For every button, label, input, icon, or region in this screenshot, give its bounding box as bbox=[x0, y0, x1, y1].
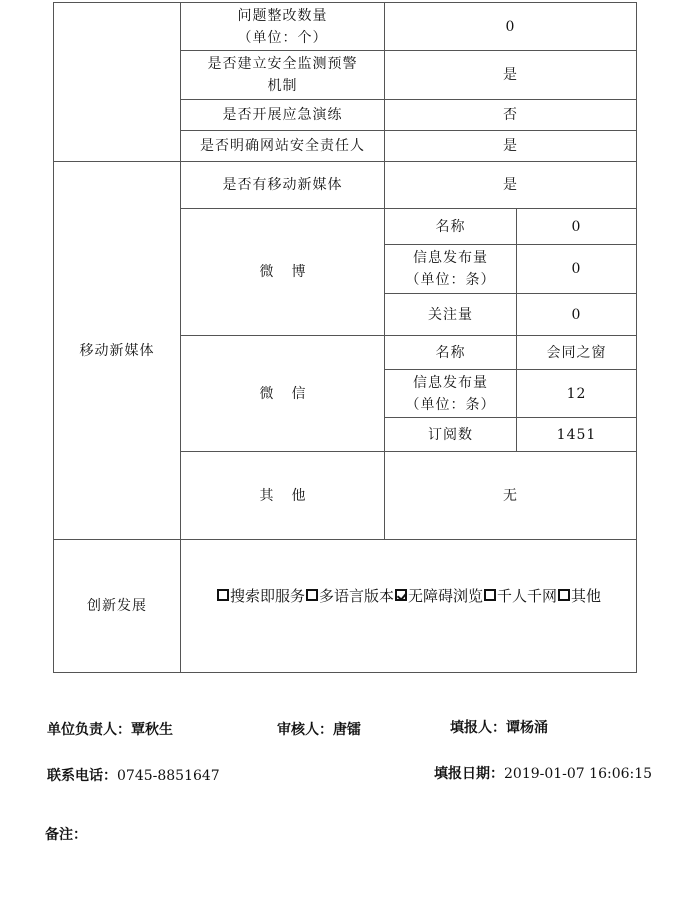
innovation-label: 创新发展 bbox=[87, 598, 147, 614]
monitor-label-cell bbox=[181, 51, 384, 99]
weixin-cell bbox=[181, 336, 384, 451]
checkbox-unchecked-icon[interactable] bbox=[484, 589, 496, 601]
rectify-count-unit: （单位：个） bbox=[237, 29, 328, 46]
reviewer-label: 审核人： bbox=[277, 722, 333, 738]
weibo-posts-value-cell bbox=[517, 245, 636, 293]
table-border-bottom bbox=[53, 672, 637, 673]
drill-label: 是否开展应急演练 bbox=[222, 107, 343, 123]
remark bbox=[45, 824, 87, 844]
weibo-follow-value: 0 bbox=[571, 306, 582, 323]
weixin-name-label: 名称 bbox=[435, 344, 466, 361]
mobile-section-label: 移动新媒体 bbox=[79, 342, 155, 359]
unit-head bbox=[47, 719, 173, 739]
has-mobile-value: 是 bbox=[503, 177, 518, 193]
report-table bbox=[53, 2, 637, 673]
has-mobile-value-cell bbox=[385, 162, 636, 208]
monitor-value: 是 bbox=[503, 67, 518, 83]
drill-label-cell bbox=[181, 100, 384, 130]
responsible-value-cell bbox=[385, 131, 636, 161]
has-mobile-label-cell bbox=[181, 162, 384, 208]
filler bbox=[450, 717, 548, 737]
weixin-label: 微信 bbox=[259, 385, 324, 402]
checkbox-unchecked-icon[interactable] bbox=[558, 589, 570, 601]
responsible-label: 是否明确网站安全责任人 bbox=[200, 138, 365, 154]
weibo-follow-label: 关注量 bbox=[428, 306, 473, 323]
innovation-option-label: 其他 bbox=[571, 587, 602, 605]
weixin-sub-label-cell bbox=[385, 418, 516, 451]
weibo-cell bbox=[181, 209, 384, 335]
weixin-posts-label-cell bbox=[385, 370, 516, 417]
filler-label: 填报人： bbox=[450, 720, 506, 736]
has-mobile-label: 是否有移动新媒体 bbox=[222, 177, 343, 193]
monitor-label-line2: 机制 bbox=[267, 78, 298, 94]
drill-value-cell bbox=[385, 100, 636, 130]
innovation-option-label: 千人千网 bbox=[497, 587, 558, 605]
rectify-count-label-cell bbox=[181, 3, 384, 50]
weibo-follow-label-cell bbox=[385, 294, 516, 335]
weibo-label: 微博 bbox=[259, 264, 324, 280]
weibo-posts-label-cell bbox=[385, 245, 516, 293]
checkbox-unchecked-icon[interactable] bbox=[306, 589, 318, 601]
weixin-name-label-cell bbox=[385, 336, 516, 369]
checkbox-checked-icon[interactable] bbox=[395, 589, 407, 601]
weibo-posts-value: 0 bbox=[571, 261, 582, 277]
remark-label: 备注： bbox=[45, 827, 87, 843]
other-cell bbox=[181, 452, 384, 539]
unit-head-value: 覃秋生 bbox=[131, 722, 173, 738]
weixin-posts-value: 12 bbox=[566, 385, 587, 402]
date-value: 2019-01-07 16:06:15 bbox=[504, 766, 653, 782]
unit-head-label: 单位负责人： bbox=[47, 722, 131, 738]
table-border-right bbox=[636, 2, 637, 673]
weixin-name-value: 会同之窗 bbox=[546, 344, 607, 361]
other-value: 无 bbox=[503, 487, 518, 504]
weixin-sub-value-cell bbox=[517, 418, 636, 451]
weixin-name-value-cell bbox=[517, 336, 636, 369]
weixin-posts-label: 信息发布量 bbox=[413, 374, 488, 391]
weibo-name-value: 0 bbox=[571, 218, 582, 235]
innovation-options bbox=[216, 585, 601, 607]
innovation-option-label: 无障碍浏览 bbox=[407, 587, 483, 605]
fill-date bbox=[434, 763, 652, 783]
weixin-sub-value: 1451 bbox=[556, 426, 597, 443]
innovation-label-cell bbox=[54, 540, 180, 672]
innovation-options-cell bbox=[181, 540, 636, 652]
other-label: 其他 bbox=[259, 487, 324, 504]
other-value-cell bbox=[385, 452, 636, 539]
date-label: 填报日期： bbox=[434, 766, 504, 782]
monitor-label-line1: 是否建立安全监测预警 bbox=[207, 56, 358, 72]
mobile-section-cell bbox=[54, 162, 180, 539]
reviewer bbox=[277, 719, 361, 739]
weibo-name-label-cell bbox=[385, 209, 516, 244]
weixin-posts-value-cell bbox=[517, 370, 636, 417]
rectify-count-value-cell bbox=[385, 3, 636, 50]
monitor-value-cell bbox=[385, 51, 636, 99]
weixin-sub-label: 订阅数 bbox=[428, 426, 473, 443]
weibo-posts-unit: （单位：条） bbox=[405, 272, 496, 288]
filler-value: 谭杨涌 bbox=[506, 720, 548, 736]
weibo-name-value-cell bbox=[517, 209, 636, 244]
checkbox-unchecked-icon[interactable] bbox=[217, 589, 229, 601]
rectify-count-value: 0 bbox=[505, 18, 516, 35]
responsible-value: 是 bbox=[503, 138, 518, 154]
weibo-name-label: 名称 bbox=[435, 218, 466, 235]
rectify-count-label: 问题整改数量 bbox=[237, 7, 328, 24]
reviewer-value: 唐镭 bbox=[333, 722, 361, 738]
innovation-option-label: 搜索即服务 bbox=[229, 587, 305, 605]
phone bbox=[47, 765, 220, 785]
phone-label: 联系电话： bbox=[47, 768, 117, 784]
weixin-posts-unit: （单位：条） bbox=[405, 396, 496, 413]
weibo-posts-label: 信息发布量 bbox=[413, 250, 488, 266]
innovation-option-label: 多语言版本 bbox=[318, 587, 394, 605]
drill-value: 否 bbox=[503, 107, 518, 123]
responsible-label-cell bbox=[181, 131, 384, 161]
weibo-follow-value-cell bbox=[517, 294, 636, 335]
phone-value: 0745-8851647 bbox=[117, 768, 220, 784]
